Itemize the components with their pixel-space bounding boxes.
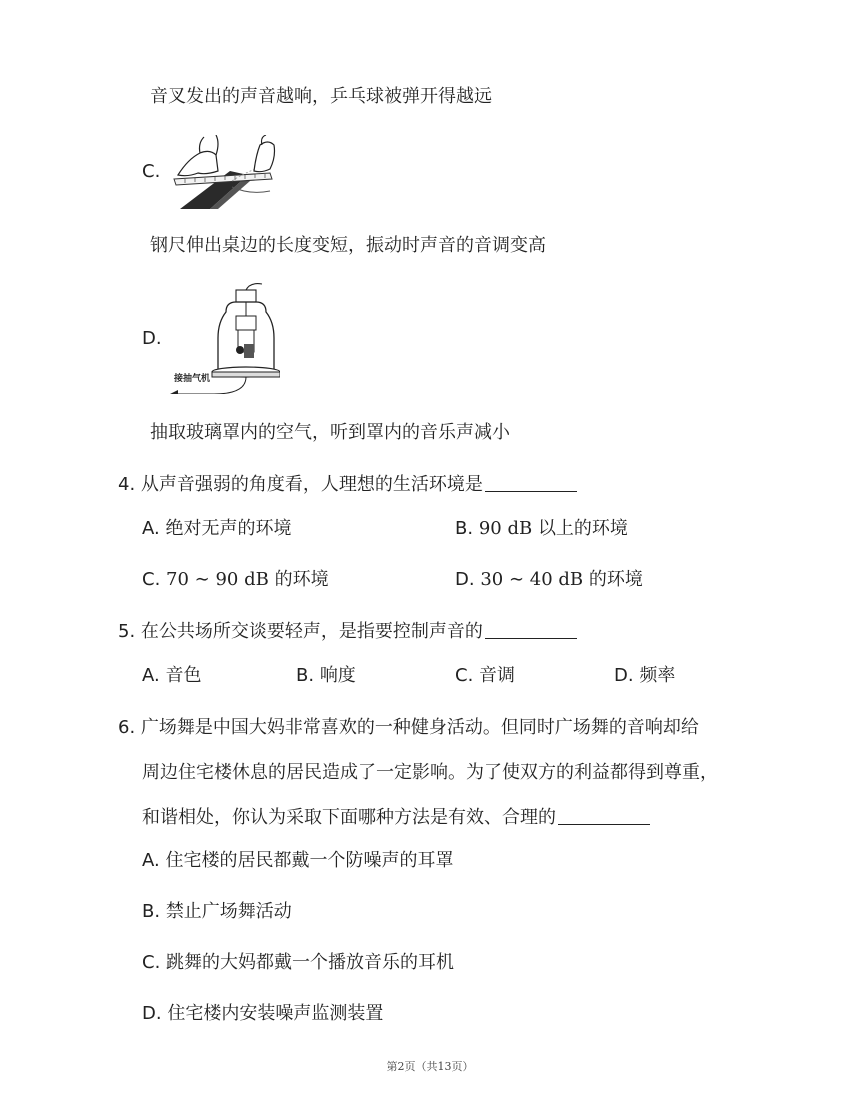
q4-option-a-text: 绝对无声的环境 [165, 518, 292, 539]
q5-option-d[interactable] [614, 664, 675, 688]
q3-option-d-text: 抽取玻璃罩内的空气，听到罩内的音乐声减小 [150, 422, 510, 443]
q5-option-b-text: 响度 [319, 665, 356, 686]
q4-answer-blank[interactable] [485, 473, 577, 492]
q6-option-c[interactable] [142, 951, 454, 975]
q5-option-d-label: D. [614, 665, 634, 686]
q6-stem-line-3 [142, 806, 650, 830]
q4-option-b-text: 以上的环境 [537, 518, 628, 539]
q5-option-a[interactable] [142, 664, 201, 688]
q4-option-c-label: C. [142, 569, 161, 590]
q6-option-b-label: B. [142, 901, 161, 922]
q5-option-b[interactable] [296, 664, 356, 688]
q6-option-c-label: C. [142, 952, 161, 973]
q4-option-d-label: D. [455, 569, 475, 590]
q6-option-a-label: A. [142, 850, 160, 871]
q4-option-b[interactable] [455, 517, 628, 541]
q4-option-d-math: 30 ∼ 40 dB [480, 569, 584, 590]
q6-option-d-text: 住宅楼内安装噪声监测装置 [167, 1003, 384, 1024]
q4-option-b-label: B. [455, 518, 474, 539]
q6-option-a[interactable] [142, 849, 453, 873]
q4-stem [118, 473, 577, 497]
q6-option-d[interactable] [142, 1002, 383, 1026]
q3-option-c-label: C. [142, 161, 161, 182]
q6-answer-blank[interactable] [558, 806, 650, 825]
q5-option-c[interactable] [455, 664, 515, 688]
q5-option-c-text: 音调 [479, 665, 516, 686]
q5-answer-blank[interactable] [485, 620, 577, 639]
q4-option-d[interactable] [455, 568, 643, 592]
q6-option-c-text: 跳舞的大妈都戴一个播放音乐的耳机 [166, 952, 455, 973]
bell-jar-caption: 接抽气机 [174, 374, 211, 384]
ruler-figure [170, 135, 280, 213]
q3-option-b-text: 音叉发出的声音越响，乒乓球被弹开得越远 [150, 86, 492, 107]
q6-option-b-text: 禁止广场舞活动 [165, 901, 292, 922]
q5-option-a-text: 音色 [165, 665, 202, 686]
q4-stem-text: 4. 从声音强弱的角度看，人理想的生活环境是 [118, 474, 483, 495]
q4-option-a[interactable] [142, 517, 291, 541]
q4-option-a-label: A. [142, 518, 160, 539]
q6-stem-line-2: 周边住宅楼休息的居民造成了一定影响。为了使双方的利益都得到尊重， [142, 762, 718, 783]
q6-stem-line-1: 6. 广场舞是中国大妈非常喜欢的一种健身活动。但同时广场舞的音响却给 [118, 717, 699, 738]
q4-option-c-math: 70 ∼ 90 dB [166, 569, 269, 590]
q6-option-d-label: D. [142, 1003, 162, 1024]
q5-option-b-label: B. [296, 665, 315, 686]
q3-option-d-label: D. [142, 328, 162, 349]
q6-option-b[interactable] [142, 900, 292, 924]
q4-option-c-text: 的环境 [274, 569, 329, 590]
q4-option-d-text: 的环境 [588, 569, 643, 590]
q5-option-a-label: A. [142, 665, 160, 686]
q5-option-c-label: C. [455, 665, 474, 686]
q3-option-c-text: 钢尺伸出桌边的长度变短，振动时声音的音调变高 [150, 235, 546, 256]
q4-option-b-math: 90 dB [478, 518, 533, 539]
q5-stem-text: 5. 在公共场所交谈要轻声，是指要控制声音的 [118, 621, 483, 642]
page-footer: 第2页（共13页） [386, 1060, 474, 1073]
q5-stem [118, 620, 577, 644]
q4-option-c[interactable] [142, 568, 329, 592]
q5-option-d-text: 频率 [639, 665, 676, 686]
q6-option-a-text: 住宅楼的居民都戴一个防噪声的耳罩 [165, 850, 454, 871]
q6-stem-line-3-text: 和谐相处，你认为采取下面哪种方法是有效、合理的 [142, 807, 556, 828]
